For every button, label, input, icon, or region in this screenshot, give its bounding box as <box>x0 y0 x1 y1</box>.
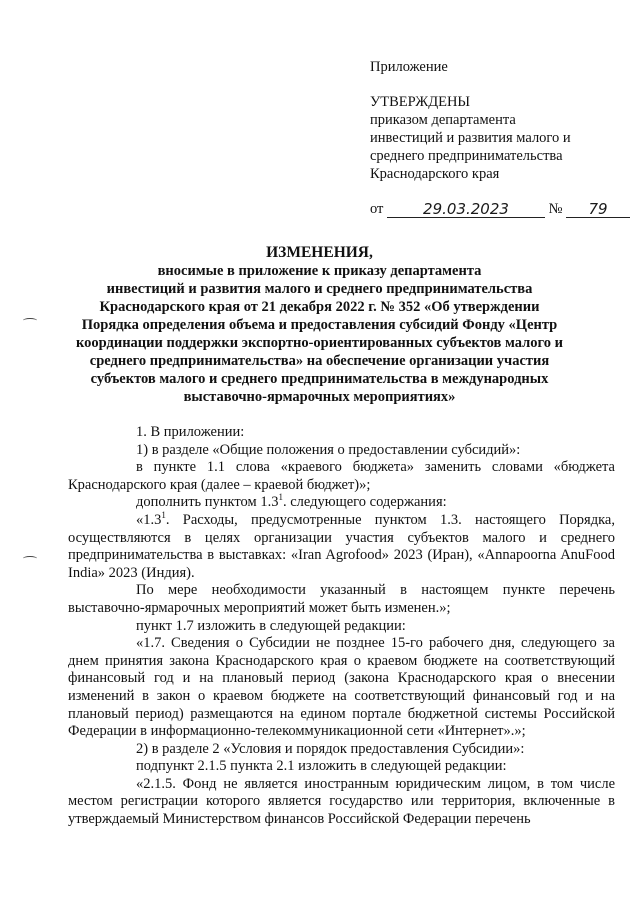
heading-line: выставочно-ярмарочных мероприятиях» <box>183 389 456 405</box>
paragraph: «1.7. Сведения о Субсидии не позднее 15-го рабочего дня, следующего за днем принятия закона Краснодарского края о краевом бюджете на соответствующий финансовый год и на плановый период (закона Краснодарского края о внесении изменений в закон о краевом бюджете на соответствующий финансовый год и на плановый период) размещаются на едином портале бюджетной системы Российской Федерации в информационно-телекоммуникационной сети «Интернет».»; <box>68 635 615 740</box>
paragraph: дополнить пунктом $1.3^1$. следующего содержания: <box>136 492 447 511</box>
approved-label: УТВЕРЖДЕНЫ <box>370 94 471 110</box>
appendix-label: Приложение <box>370 59 448 75</box>
approval-line: приказом департамента <box>370 112 516 128</box>
approval-line: Краснодарского края <box>370 166 500 182</box>
paragraph: 1) в разделе «Общие положения о предоставлении субсидий»: <box>136 441 521 458</box>
paragraph: «$1.3^1$. Расходы, предусмотренные пунктом 1.3. настоящего Порядка, осуществляются в целях организации участия субъектов малого и среднего предпринимательства в выставках: «Iran Agrofood» 2023 (Иран), «Annapoorna AnuFood India» 2023 (Индия). <box>68 510 615 581</box>
order-date-number <box>370 200 630 218</box>
heading-line: Краснодарского края от 21 декабря 2022 г. № 352 «Об утверждении <box>99 299 540 315</box>
approval-line: среднего предпринимательства <box>370 148 563 164</box>
from-label: от <box>370 201 384 217</box>
heading-line: среднего предпринимательства» на обеспечение организации участия <box>89 353 550 369</box>
paragraph: подпункт 2.1.5 пункта 2.1 изложить в следующей редакции: <box>136 758 507 775</box>
paragraph: По мере необходимости указанный в настоящем пункте перечень выставочно-ярмарочных мероприятий может быть изменен.»; <box>68 582 615 616</box>
paragraph: 2) в разделе 2 «Условия и порядок предоставления Субсидии»: <box>136 740 525 757</box>
margin-mark <box>23 556 37 561</box>
order-number: 79 <box>566 201 630 218</box>
paragraph: «2.1.5. Фонд не является иностранным юридическим лицом, в том числе местом регистрации которого является государство или территория, включенные в утверждаемый Министерством финансов Российской Федерации перечень <box>68 775 615 828</box>
heading-line: координации поддержки экспортно-ориентированных субъектов малого и <box>75 335 564 351</box>
heading-line: субъектов малого и среднего предпринимательства в международных <box>90 371 549 387</box>
document-title: ИЗМЕНЕНИЯ, <box>266 244 373 261</box>
document-heading <box>0 244 639 406</box>
order-date: 29.03.2023 <box>387 201 545 218</box>
paragraph: в пункте 1.1 слова «краевого бюджета» заменить словами «бюджета Краснодарского края (далее – краевой бюджет)»; <box>68 459 615 493</box>
paragraph: пункт 1.7 изложить в следующей редакции: <box>136 617 406 634</box>
heading-line: Порядка определения объема и предоставления субсидий Фонду «Центр <box>81 317 558 333</box>
number-label: № <box>548 201 563 217</box>
approval-block <box>370 58 630 218</box>
paragraph: 1. В приложении: <box>136 424 245 440</box>
approval-line: инвестиций и развития малого и <box>370 130 571 146</box>
document-body <box>68 424 615 829</box>
heading-line: вносимые в приложение к приказу департамента <box>157 263 482 279</box>
heading-line: инвестиций и развития малого и среднего предпринимательства <box>106 281 533 297</box>
